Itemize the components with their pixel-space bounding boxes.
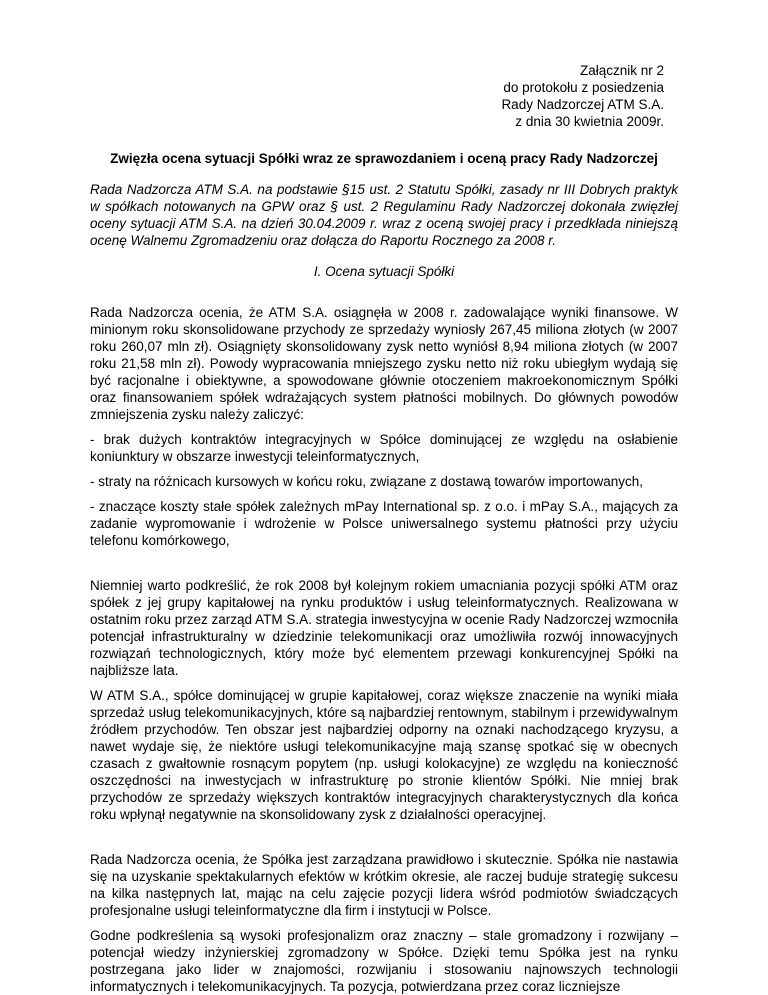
- annex-line-2: do protokołu z posiedzenia: [503, 80, 664, 95]
- annex-line-4: z dnia 30 kwietnia 2009r.: [515, 114, 664, 129]
- intro-paragraph: Rada Nadzorcza ATM S.A. na podstawie §15 ust. 2 Statutu Spółki, zasady nr III Dobrych praktyk w spółkach notowanych na GPW oraz § ust. 2 Regulaminu Rady Nadzorczej dokonała zwięzłej oceny sytuacji ATM S.A. na dzień 30.04.2009 r. wraz z oceną swojej pracy i przedkłada niniejszą ocenę Walnemu Zgromadzeniu oraz dołącza do Raportu Rocznego za 2008 r.: [90, 182, 678, 248]
- annex-line-1: Załącznik nr 2: [579, 63, 664, 78]
- document-title: Zwięzła ocena sytuacji Spółki wraz ze sprawozdaniem i oceną pracy Rady Nadzorczej: [110, 151, 658, 166]
- list-item-mpay-costs: - znaczące koszty stałe spółek zależnych mPay International sp. z o.o. i mPay S.A., mających za zadanie wypromowanie i wdrożenie w Polsce uniwersalnego systemu płatności przy użyciu telefonu komórkowego,: [90, 499, 678, 548]
- paragraph-management-assessment: Rada Nadzorcza ocenia, że Spółka jest zarządzana prawidłowo i skutecznie. Spółka nie nastawia się na uzyskanie spektakularnych efektów w krótkim okresie, ale raczej buduje strategię sukcesu na kilka następnych lat, mając na celu zajęcie pozycji lidera wśród podmiotów świadczących profesjonalne usługi teleinformatyczne dla firm i instytucji w Polsce.: [90, 852, 678, 918]
- paragraph-telecom-services: W ATM S.A., spółce dominującej w grupie kapitałowej, coraz większe znaczenie na wyniki miała sprzedaż usług telekomunikacyjnych, które są najbardziej rentownym, stabilnym i przewidywalnym źródłem przychodów. Ten obszar jest najbardziej odporny na oznaki nachodzącego kryzysu, a nawet wydaje się, że niektóre usługi telekomunikacyjne mają szansę spotkać się w obecnych czasach z gwałtownie rosnącym popytem (np. usługi kolokacyjne) ze względu na konieczność oszczędności na inwestycjach w infrastrukturę po stronie klientów Spółki. Nie mniej brak przychodów ze sprzedaży większych kontraktów integracyjnych charakterystycznych dla końca roku wpłynął negatywnie na skonsolidowany zysk z działalności operacyjnej.: [90, 688, 678, 822]
- annex-line-3: Rady Nadzorczej ATM S.A.: [501, 97, 664, 112]
- paragraph-financial-results: Rada Nadzorcza ocenia, że ATM S.A. osiągnęła w 2008 r. zadowalające wyniki finansowe. W minionym roku skonsolidowane przychody ze sprzedaży wyniosły 267,45 miliona złotych (w 2007 roku 260,07 mln zł). Osiągnięty skonsolidowany zysk netto wyniósł 8,94 miliona złotych (w 2007 roku 21,58 mln zł). Powody wypracowania mniejszego zysku netto niż roku ubiegłym wydają się być racjonalne i obiektywne, a spowodowane głównie otoczeniem makroekonomicznym Spółki oraz finansowaniem spółek wdrażających system płatności mobilnych. Do głównych powodów zmniejszenia zysku należy zaliczyć:: [90, 305, 678, 422]
- paragraph-market-position: Niemniej warto podkreślić, że rok 2008 był kolejnym rokiem umacniania pozycji spółki ATM oraz spółek z jej grupy kapitałowej na rynku produktów i usług teleinformatycznych. Realizowana w ostatnim roku przez zarząd ATM S.A. strategia inwestycyjna w ocenie Rady Nadzorczej wzmocniła potencjał infrastrukturalny w dziedzinie telekomunikacji oraz umożliwiła rozwój innowacyjnych rozwiązań technologicznych, który może być elementem przewagi konkurencyjnej Spółki na najbliższe lata.: [90, 578, 678, 678]
- paragraph-engineering-potential: Godne podkreślenia są wysoki profesjonalizm oraz znaczny – stale gromadzony i rozwijany – potencjał wiedzy inżynierskiej zgromadzony w Spółce. Dzięki temu Spółka jest na rynku postrzegana jako lider w znajomości, rozwijaniu i stosowaniu najnowszych technologii informatycznych i telekomunikacyjnych. Ta pozycja, potwierdzana przez coraz liczniejsze: [90, 928, 678, 994]
- annex-header: [90, 62, 678, 130]
- section-heading: I. Ocena sytuacji Spółki: [313, 264, 455, 279]
- list-item-exchange-losses: - straty na różnicach kursowych w końcu roku, związane z dostawą towarów importowanych,: [90, 474, 643, 489]
- list-item-integration-contracts: - brak dużych kontraktów integracyjnych w Spółce dominującej ze względu na osłabienie koniunktury w obszarze inwestycji teleinformatycznych,: [90, 432, 678, 464]
